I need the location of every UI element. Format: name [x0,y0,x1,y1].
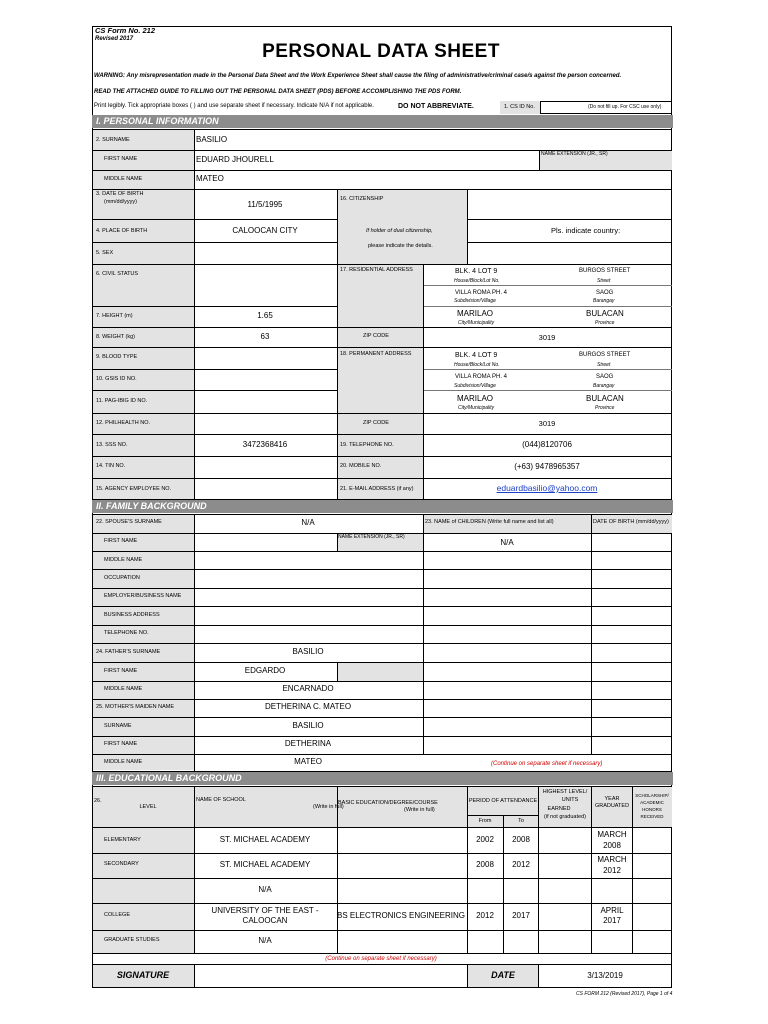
edu-to-elementary[interactable]: 2008 [512,835,530,844]
edu-header-honors-3: HONORS [642,807,662,812]
edu-header-write-full: (Write in full) [313,804,344,810]
edu-header-course: BASIC EDUCATION/DEGREE/COURSE [338,800,438,806]
perm-street-value[interactable]: BURGOS STREET [579,352,631,358]
sub-city: City/Municipality [458,320,495,326]
label-surname: 2. SURNAME [96,137,130,143]
label-mother-firstname: FIRST NAME [104,741,138,747]
edu-course-college[interactable]: BS ELECTRONICS ENGINEERING [336,911,466,920]
middlename-value[interactable]: MATEO [196,174,224,183]
res-zip-value[interactable]: 3019 [538,333,556,342]
label-dob-format: (mm/dd/yyyy) [104,199,137,205]
label-gsis: 10. GSIS ID NO. [96,376,137,382]
edu-year-secondary-2[interactable]: 2012 [603,866,621,875]
date-label: DATE [491,970,515,980]
mother-firstname-value[interactable]: DETHERINA [284,739,332,748]
label-child-dob: DATE OF BIRTH (mm/dd/yyyy) [593,519,669,525]
edu-year-college-2[interactable]: 2017 [603,916,621,925]
label-spouse-middlename: MIDDLE NAME [104,557,143,563]
label-middlename: MIDDLE NAME [104,176,143,182]
dob-value[interactable]: 11/5/1995 [247,200,283,209]
edu-header-year-1: YEAR [604,796,620,802]
edu-school-secondary[interactable]: ST. MICHAEL ACADEMY [219,860,311,869]
father-firstname-value[interactable]: EDGARDO [244,666,286,675]
edu-year-elementary-1[interactable]: MARCH [597,830,627,839]
section-family-background: II. FAMILY BACKGROUND [92,500,673,513]
label-dob: 3. DATE OF BIRTH [96,191,144,197]
sub-house-perm: House/Block/Lot No. [454,362,500,368]
edu-from-college[interactable]: 2012 [476,911,494,920]
edu-from-secondary[interactable]: 2008 [476,860,494,869]
edu-school-vocational[interactable]: N/A [258,885,272,894]
mother-middlename-value[interactable]: MATEO [294,757,322,766]
section-educational-background: III. EDUCATIONAL BACKGROUND [92,772,673,785]
edu-header-honors-1: SCHOLARSHIP/ [635,793,669,798]
edu-school-college-1[interactable]: UNIVERSITY OF THE EAST - [211,906,319,915]
warning-text: WARNING: Any misrepresentation made in the Personal Data Sheet and the Work Experience Sheet shall cause the filing of administrative/criminal case/s against the person concerned. [94,73,622,79]
perm-house-value[interactable]: BLK. 4 LOT 9 [455,352,498,359]
label-mobile: 20. MOBILE NO. [340,463,382,469]
label-spouse-telephone: TELEPHONE NO. [104,630,149,636]
edu-year-college-1[interactable]: APRIL [600,906,624,915]
label-dual-2: please indicate the details. [368,243,433,249]
cs-id-label: 1. CS ID No. [504,104,535,110]
children-value[interactable]: N/A [500,538,514,547]
father-surname-value[interactable]: BASILIO [292,647,324,656]
label-firstname: FIRST NAME [104,156,138,162]
label-sex: 5. SEX [96,250,114,256]
label-blood-type: 9. BLOOD TYPE [96,354,138,360]
label-res-zip: ZIP CODE [363,333,389,339]
weight-value[interactable]: 63 [260,332,270,341]
sub-city-perm: City/Municipality [458,405,495,411]
res-barangay-value[interactable]: SAOG [596,290,614,296]
edu-from-elementary[interactable]: 2002 [476,835,494,844]
edu-school-college-2[interactable]: CALOOCAN [242,916,288,925]
label-dual-1: If holder of dual citizenship, [366,228,433,234]
telephone-value[interactable]: (044)8120706 [522,440,572,449]
father-middlename-value[interactable]: ENCARNADO [282,684,334,693]
perm-subdiv-value[interactable]: VILLA ROMA PH. 4 [455,374,508,380]
label-business-address: BUSINESS ADDRESS [104,612,160,618]
edu-to-secondary[interactable]: 2012 [512,860,530,869]
pob-value[interactable]: CALOOCAN CITY [232,226,298,235]
sub-barangay-perm: Barangay [593,383,615,389]
label-perm-zip: ZIP CODE [363,420,389,426]
res-subdiv-value[interactable]: VILLA ROMA PH. 4 [455,290,508,296]
father-ext-bg [337,662,423,681]
edu-header-to: To [518,818,524,824]
label-spouse-firstname: FIRST NAME [104,538,138,544]
label-mother-surname: SURNAME [104,723,132,729]
signature-field[interactable] [195,965,467,987]
edu-header-highest-4: (if not graduated) [544,814,586,820]
label-mother-maiden: 25. MOTHER'S MAIDEN NAME [96,704,175,710]
family-continue-note: (Continue on separate sheet if necessary) [491,761,603,767]
edu-header-highest-2: UNITS [561,797,579,803]
section-personal-info: I. PERSONAL INFORMATION [92,115,673,128]
email-value[interactable]: eduardbasilio@yahoo.com [496,483,598,493]
perm-province-value[interactable]: BULACAN [586,394,624,403]
label-father-firstname: FIRST NAME [104,668,138,674]
perm-barangay-value[interactable]: SAOG [596,374,614,380]
mother-maiden-value[interactable]: DETHERINA C. MATEO [264,702,352,711]
edu-level-elementary: ELEMENTARY [104,837,141,843]
edu-header-school: NAME OF SCHOOL [196,797,246,803]
edu-school-elementary[interactable]: ST. MICHAEL ACADEMY [219,835,311,844]
surname-value[interactable]: BASILIO [196,135,228,144]
sub-house: House/Block/Lot No. [454,278,500,284]
read-guide-text: READ THE ATTACHED GUIDE TO FILLING OUT THE PERSONAL DATA SHEET (PDS) BEFORE ACCOMPLISHING THE PDS FORM. [94,89,462,95]
label-tin: 14. TIN NO. [96,463,126,469]
edu-level-secondary: SECONDARY [104,861,139,867]
print-legibly-text: Print legibly. Tick appropriate boxes ( ) and use separate sheet if necessary. Indicate N/A if not applicable. [94,103,374,109]
label-father-surname: 24. FATHER'S SURNAME [96,649,161,655]
label-pob: 4. PLACE OF BIRTH [96,228,148,234]
sub-province: Province [595,320,615,326]
edu-level-graduate: GRADUATE STUDIES [104,937,160,943]
label-spouse-surname: 22. SPOUSE'S SURNAME [96,519,162,525]
firstname-value[interactable]: EDUARD JHOURELL [196,155,274,164]
label-children: 23. NAME of CHILDREN (Write full name and list all) [425,519,554,525]
label-agency: 15. AGENCY EMPLOYEE NO. [96,486,172,492]
sub-subdiv: Subdivision/Village [454,298,496,304]
sub-province-perm: Province [595,405,615,411]
edu-header-highest-3: EARNED [547,806,571,812]
edu-header-honors-2: ACADEMIC [640,800,664,805]
res-house-value[interactable]: BLK. 4 LOT 9 [455,268,498,275]
res-city-value[interactable]: MARILAO [457,309,494,318]
mobile-value[interactable]: (+63) 9478965357 [514,462,580,471]
signature-label: SIGNATURE [116,970,170,980]
perm-city-value[interactable]: MARILAO [457,394,494,403]
label-email: 21. E-MAIL ADDRESS (if any) [340,486,414,492]
label-height: 7. HEIGHT (m) [96,313,133,319]
label-civil-status: 6. CIVIL STATUS [96,271,139,277]
edu-year-secondary-1[interactable]: MARCH [597,855,627,864]
edu-header-year-2: GRADUATED [594,803,630,809]
edu-num: 26. [94,798,102,804]
spouse-surname-value[interactable]: N/A [301,518,315,527]
label-citizenship: 16. CITIZENSHIP [340,196,384,202]
label-perm-address: 18. PERMANENT ADDRESS [340,351,412,357]
do-not-abbreviate: DO NOT ABBREVIATE. [398,103,474,110]
edu-school-graduate[interactable]: N/A [258,936,272,945]
label-res-address: 17. RESIDENTIAL ADDRESS [340,267,413,273]
cs-id-note: (Do not fill up. For CSC use only) [588,104,662,110]
family-label-bg [93,514,194,770]
edu-continue-note: (Continue on separate sheet if necessary) [325,956,437,962]
sub-subdiv-perm: Subdivision/Village [454,383,496,389]
edu-level-college: COLLEGE [104,912,130,918]
label-philhealth: 12. PHILHEALTH NO. [96,420,150,426]
perm-zip-value[interactable]: 3019 [538,419,556,428]
sub-street-perm: Street [597,362,611,368]
edu-header-honors-4: RECEIVED [640,814,664,819]
label-indicate-country: Pls. indicate country: [551,226,621,235]
label-telephone: 19. TELEPHONE NO. [340,442,394,448]
education-level-bg [93,827,194,953]
edu-header-level: LEVEL [139,804,157,810]
label-mother-middlename: MIDDLE NAME [104,759,143,765]
date-value[interactable]: 3/13/2019 [587,971,623,980]
page-title: PERSONAL DATA SHEET [262,41,500,62]
label-pagibig: 11. PAG-IBIG ID NO. [96,398,148,404]
form-number: CS Form No. 212 [95,26,156,35]
edu-header-highest-1: HIGHEST LEVEL/ [542,789,588,795]
label-name-ext: NAME EXTENSION (JR., SR) [541,151,608,157]
edu-year-elementary-2[interactable]: 2008 [603,841,621,850]
res-province-value[interactable]: BULACAN [586,309,624,318]
label-father-middlename: MIDDLE NAME [104,686,143,692]
edu-to-college[interactable]: 2017 [512,911,530,920]
edu-header-period: PERIOD OF ATTENDANCE [468,798,538,804]
sub-barangay: Barangay [593,298,615,304]
label-weight: 8. WEIGHT (kg) [96,334,136,340]
label-sss: 13. SSS NO. [96,442,128,448]
label-spouse-name-ext: NAME EXTENSION (JR., SR) [338,534,405,540]
label-employer: EMPLOYER/BUSINESS NAME [104,593,182,599]
label-occupation: OCCUPATION [104,575,140,581]
res-street-value[interactable]: BURGOS STREET [579,268,631,274]
sub-street: Street [597,278,611,284]
height-value[interactable]: 1.65 [257,311,273,320]
page-footnote: CS FORM 212 (Revised 2017), Page 1 of 4 [576,991,673,997]
form-revised: Revised 2017 [95,36,134,42]
mother-surname-value[interactable]: BASILIO [292,721,324,730]
edu-header-course-full: (Write in full) [404,807,435,813]
edu-header-from: From [478,818,492,824]
sss-value[interactable]: 3472368416 [242,440,288,449]
